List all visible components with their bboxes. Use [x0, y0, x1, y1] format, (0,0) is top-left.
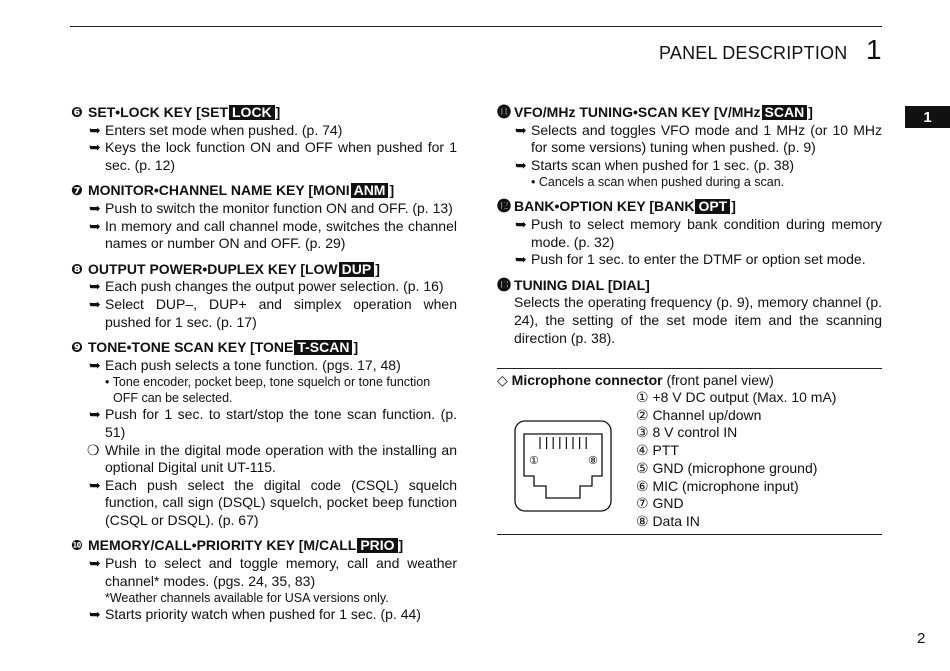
- key-badge: SCAN: [762, 105, 808, 120]
- connector-diagram: [514, 420, 612, 512]
- section-title-close: ]: [808, 104, 813, 120]
- bullet-text: Starts priority watch when pushed for 1 sec. (p. 44): [105, 606, 421, 623]
- bullet-item: [71, 296, 457, 331]
- key-section: [71, 339, 457, 529]
- section-title-text: MEMORY/CALL•PRIORITY KEY [M/CALL: [88, 537, 357, 554]
- description-text: Selects the operating frequency (p. 9), memory channel (p. 24), the setting of the set mode item and the scanning direction (p. 38).: [514, 294, 882, 346]
- page-number: 2: [917, 630, 926, 647]
- chapter-tab[interactable]: 1: [905, 106, 950, 128]
- pin-item: ⑤ GND (microphone ground): [636, 459, 818, 476]
- bullet-item: [71, 139, 457, 174]
- bullet-item: [71, 200, 457, 218]
- key-section: [71, 261, 457, 331]
- circle-icon: ❍: [87, 441, 100, 458]
- bullet-item: [497, 122, 882, 157]
- microphone-subtitle: (front panel view): [666, 372, 774, 388]
- diamond-icon: ◇: [497, 372, 508, 388]
- bullet-item: [497, 216, 882, 251]
- arrow-icon: ➥: [89, 199, 101, 216]
- chapter-number: 1: [866, 34, 882, 65]
- bullet-text: Push to select memory bank condition during memory mode. (p. 32): [531, 215, 882, 250]
- section-title-text: BANK•OPTION KEY [BANK: [514, 198, 695, 215]
- key-badge: LOCK: [229, 105, 275, 120]
- pin-list: [636, 389, 836, 531]
- bullet-text: Enters set mode when pushed. (p. 74): [105, 121, 343, 138]
- bullet-item: [71, 278, 457, 296]
- arrow-icon: ➥: [89, 139, 101, 156]
- section-title: [71, 182, 457, 200]
- key-section: [497, 198, 882, 268]
- bullet-text: Each push select the digital code (CSQL) squelch function, call sign (DSQL) squelch, pocket beep function (CSQL or DSQL). (p. 67): [105, 476, 457, 528]
- section-title-close: ]: [398, 537, 404, 554]
- top-rule: [70, 26, 882, 27]
- key-badge: PRIO: [357, 538, 397, 553]
- bullet-text: Push to select and toggle memory, call and weather channel* modes. (pgs. 24, 35, 83): [105, 555, 457, 589]
- section-number: ❽: [71, 260, 83, 277]
- bullet-text: Selects and toggles VFO mode and 1 MHz (or 10 MHz for some versions) tuning when pushed. (p. 9): [531, 121, 882, 156]
- arrow-icon: ➥: [89, 295, 101, 312]
- bullet-item: [71, 555, 457, 590]
- key-badge: DUP: [339, 262, 375, 277]
- section-title-text: TONE•TONE SCAN KEY [TONE: [88, 339, 294, 356]
- pin-item: ⑥ MIC (microphone input): [636, 477, 799, 494]
- arrow-icon: ➥: [515, 121, 527, 138]
- page-title: PANEL DESCRIPTION: [659, 43, 848, 63]
- bullet-text: Each push selects a tone function. (pgs. 17, 48): [105, 356, 401, 373]
- arrow-icon: ➥: [89, 606, 101, 623]
- bullet-text: Push for 1 sec. to enter the DTMF or option set mode.: [531, 251, 866, 268]
- microphone-heading: [497, 372, 774, 389]
- footnote-text: *Weather channels available for USA versions only.: [105, 591, 389, 606]
- bullet-item: [71, 357, 457, 375]
- bullet-item: [71, 218, 457, 253]
- section-title-close: ]: [375, 260, 380, 277]
- optional-item: [71, 442, 457, 477]
- note-text: • Cancels a scan when pushed during a scan.: [531, 175, 785, 190]
- key-section: [71, 182, 457, 252]
- key-section: [497, 277, 882, 347]
- bullet-item: [71, 122, 457, 140]
- bullet-item: [71, 477, 457, 530]
- bullet-item: [71, 406, 457, 441]
- key-badge: ANM: [351, 183, 389, 198]
- section-number: ❾: [71, 339, 83, 356]
- section-title-text: MONITOR•CHANNEL NAME KEY [MONI: [88, 182, 350, 199]
- arrow-icon: ➥: [89, 555, 101, 572]
- arrow-icon: ➥: [89, 356, 101, 373]
- section-title-text: VFO/MHz TUNING•SCAN KEY [V/MHz: [514, 104, 761, 120]
- key-badge: OPT: [695, 199, 730, 214]
- bullet-item: [497, 157, 882, 175]
- arrow-icon: ➥: [89, 406, 101, 423]
- section-title-text: SET•LOCK KEY [SET: [88, 104, 228, 120]
- bullet-text: Each push changes the output power selection. (p. 16): [105, 278, 444, 295]
- section-title-close: ]: [731, 198, 736, 215]
- section-title: [497, 198, 882, 216]
- section-title: [71, 537, 457, 555]
- right-column: [497, 104, 882, 355]
- pin-item: ① +8 V DC output (Max. 10 mA): [636, 389, 837, 405]
- section-title-close: ]: [353, 339, 359, 356]
- section-number: ⓫: [497, 104, 511, 120]
- arrow-icon: ➥: [89, 476, 101, 493]
- pin-right-label: ⑧: [588, 454, 598, 467]
- section-title-close: ]: [275, 104, 281, 120]
- section-title: [71, 104, 457, 122]
- microphone-bottom-rule: [497, 534, 882, 535]
- microphone-title: Microphone connector: [511, 372, 663, 388]
- bullet-text: In memory and call channel mode, switches the channel names or number ON and OFF. (p. 29): [105, 217, 457, 252]
- optional-text: While in the digital mode operation with the installing an optional Digital unit UT-115.: [105, 441, 457, 476]
- section-title: [71, 261, 457, 279]
- arrow-icon: ➥: [89, 217, 101, 234]
- section-number: ⓭: [497, 276, 511, 293]
- section-title: [71, 339, 457, 357]
- arrow-icon: ➥: [515, 156, 527, 173]
- bullet-text: Starts scan when pushed for 1 sec. (p. 38): [531, 156, 795, 173]
- arrow-icon: ➥: [515, 251, 527, 268]
- section-title-close: ]: [389, 182, 395, 199]
- section-number: ❼: [71, 182, 83, 199]
- bullet-text: Push for 1 sec. to start/stop the tone scan function. (p. 51): [105, 406, 457, 440]
- key-section: [71, 537, 457, 623]
- connector-pins: [540, 437, 586, 449]
- pin-item: ② Channel up/down: [636, 406, 762, 423]
- section-title: [497, 277, 882, 295]
- pin-left-label: ①: [529, 454, 539, 467]
- pin-item: ④ PTT: [636, 442, 679, 459]
- section-title-text: TUNING DIAL [DIAL]: [514, 276, 650, 293]
- pin-item: ⑧ Data IN: [636, 512, 700, 529]
- bullet-text: Push to switch the monitor function ON and OFF. (p. 13): [105, 199, 453, 216]
- bullet-text: Select DUP–, DUP+ and simplex operation when pushed for 1 sec. (p. 17): [105, 295, 457, 330]
- bullet-text: Keys the lock function ON and OFF when pushed for 1 sec. (p. 12): [105, 139, 457, 173]
- note-text: • Tone encoder, pocket beep, tone squelch or tone function OFF can be selected.: [105, 375, 431, 406]
- pin-item: ⑦ GND: [636, 495, 684, 512]
- section-title-text: OUTPUT POWER•DUPLEX KEY [LOW: [88, 260, 338, 277]
- arrow-icon: ➥: [89, 121, 101, 138]
- bullet-item: [497, 251, 882, 269]
- pin-item: ③ 8 V control IN: [636, 424, 738, 441]
- section-title: [497, 104, 882, 122]
- left-column: [71, 104, 457, 632]
- arrow-icon: ➥: [515, 215, 527, 232]
- arrow-icon: ➥: [89, 278, 101, 295]
- key-section: [497, 104, 882, 190]
- key-badge: T-SCAN: [294, 340, 352, 355]
- microphone-top-rule: [497, 368, 882, 369]
- bullet-item: [71, 606, 457, 624]
- section-number: ⓬: [497, 198, 511, 215]
- key-section: [71, 104, 457, 174]
- section-number: ❻: [71, 104, 83, 120]
- section-number: ❿: [71, 537, 83, 554]
